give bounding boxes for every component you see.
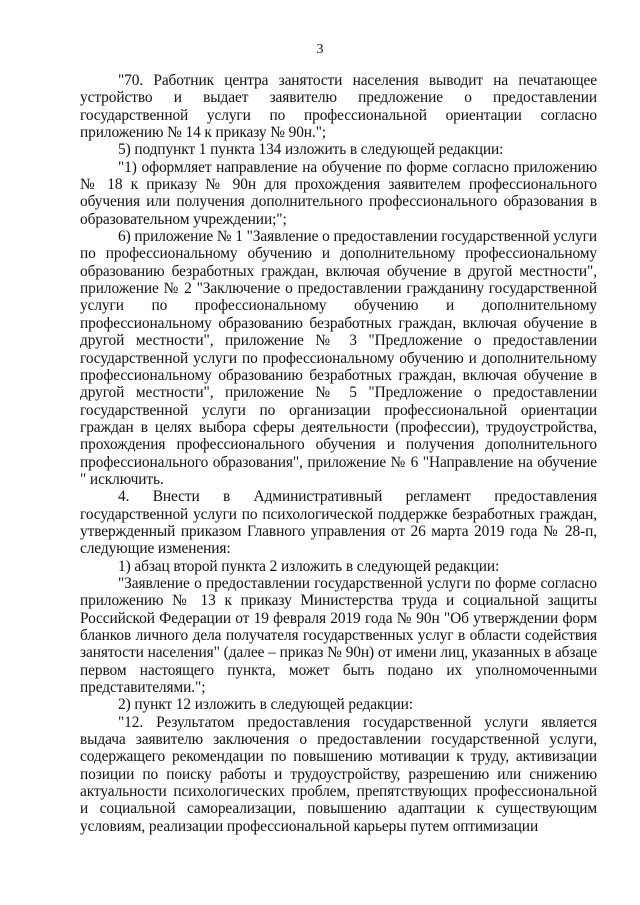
paragraph-quote-directs-training: "1) оформляет направление на обучение по форме согласно приложению № 18 к приказу № 90н для прохождения заявителем профессионального обучения или получения дополнительного профессионального образования в образовательном учреждении;";: [80, 158, 597, 228]
paragraph-quote-item-12: "12. Результатом предоставления государственной услуги является выдача заявителю заключения о предоставлении государственной услуги, содержащего рекомендации по повышению мотивации к труду, активизации позиции по поиску работы и трудоустройству, разрешению или снижению актуальности психологических проблем, препятствующих профессиональной и социальной самореализации, повышению адаптации к существующим условиям, реализации профессиональной карьеры путем оптимизации: [80, 713, 597, 835]
paragraph-quote-application: "Заявление о предоставлении государственной услуги по форме согласно приложению № 13 к приказу Министерства труда и социальной защиты Российской Федерации от 19 февраля 2019 года № 90н "Об утверждении форм бланков личного дела получателя государственных услуг в области содействия занятости населения" (далее – приказ № 90н) от имени лиц, указанных в абзаце первом настоящего пункта, может быть подано их уполномоченными представителями.";: [80, 574, 597, 697]
paragraph-item-70: "70. Работник центра занятости населения выводит на печатающее устройство и выдает заявителю предложение о предоставлении государственной услуги по профессиональной ориентации согласно приложению № 14 к приказу № 90н.";: [80, 72, 597, 142]
document-body: [80, 72, 597, 835]
paragraph-subpoint-2: 2) пункт 12 изложить в следующей редакции:: [118, 696, 413, 714]
page-number: 3: [316, 42, 324, 57]
paragraph-subpoint-6: 6) приложение № 1 "Заявление о предоставлении государственной услуги по профессиональному обучению и дополнительному профессиональному образованию безработных граждан, включая обучение в другой местности", приложение № 2 "Заключение о предоставлении гражданину государственной услуги по профессиональному обучению и дополнительному профессиональному образованию безработных граждан, включая обучение в другой местности", приложение № 3 "Предложение о предоставлении государственной услуги по профессиональному обучению и дополнительному профессиональному образованию безработных граждан, включая обучение в другой местности", приложение № 5 "Предложение о предоставлении государственной услуги по организации профессиональной ориентации граждан в целях выбора сферы деятельности (профессии), трудоустройства, прохождения профессионального обучения и получения дополнительного профессионального образования", приложение № 6 "Направление на обучение " исключить.: [80, 228, 597, 488]
paragraph-section-4: 4. Внести в Административный регламент предоставления государственной услуги по психологической поддержке безработных граждан, утвержденный приказом Главного управления от 26 марта 2019 года № 28-п, следующие изменения:: [80, 488, 597, 558]
paragraph-subpoint-1: 1) абзац второй пункта 2 изложить в следующей редакции:: [118, 557, 500, 575]
paragraph-subpoint-5: 5) подпункт 1 пункта 134 изложить в следующей редакции:: [118, 141, 504, 159]
